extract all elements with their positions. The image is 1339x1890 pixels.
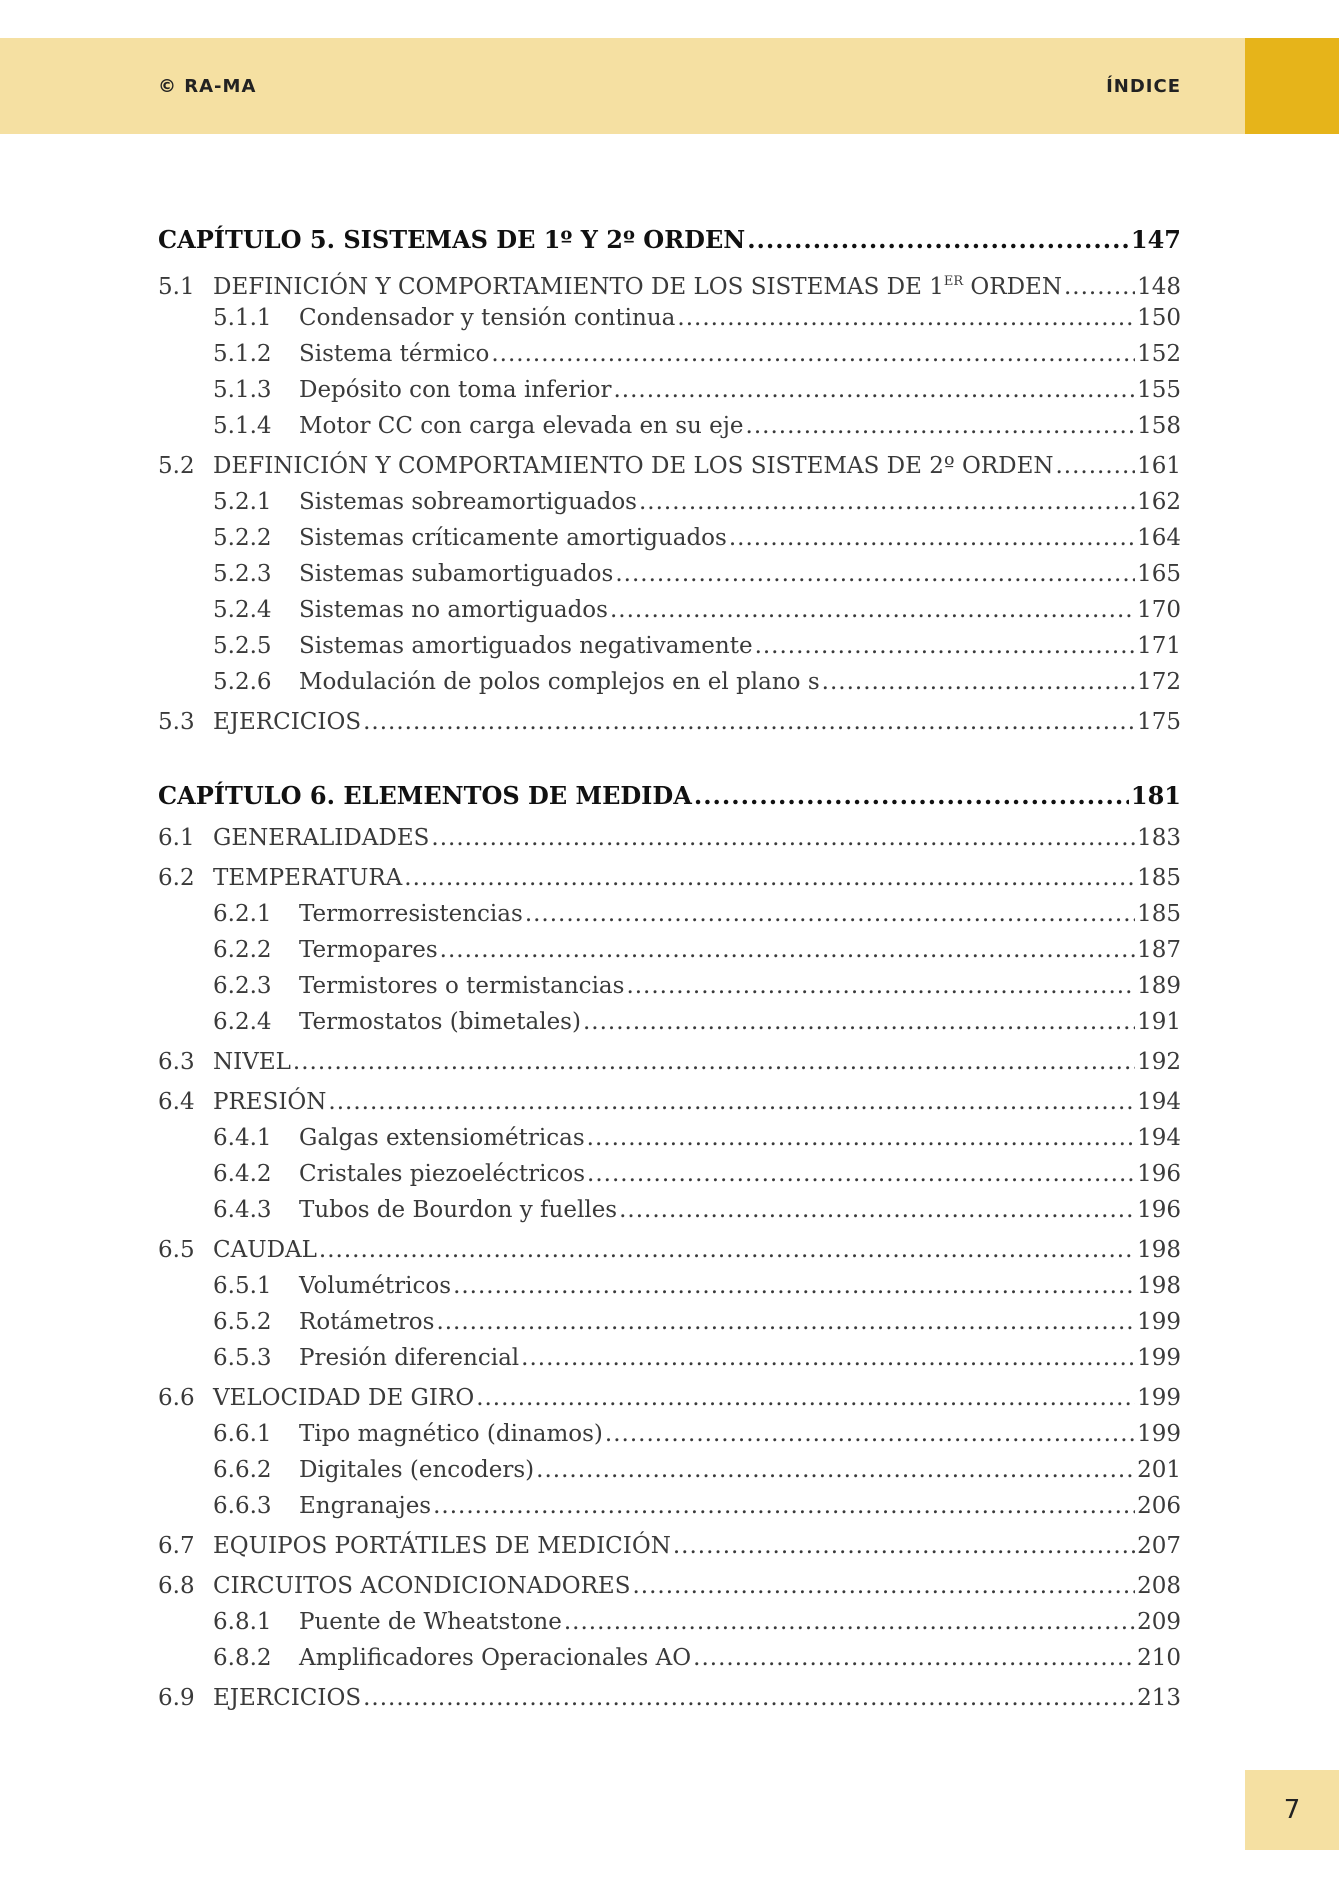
subsection-page: 210 — [1137, 1645, 1181, 1671]
toc-section-row[interactable] — [158, 820, 1181, 856]
subsection-title: Sistemas críticamente amortiguados — [299, 525, 727, 551]
subsection-title: Sistema térmico — [299, 341, 490, 367]
subsection-number: 6.5.3 — [213, 1345, 272, 1371]
dot-leader — [536, 1452, 1135, 1488]
toc-subsection-row[interactable] — [158, 664, 1181, 700]
dot-leader — [673, 1528, 1135, 1564]
section-page: 161 — [1137, 453, 1181, 479]
dot-leader — [632, 1568, 1135, 1604]
section-title-text: TEMPERATURA — [213, 865, 403, 891]
dot-leader — [610, 592, 1135, 628]
toc-subsection-row[interactable] — [158, 1120, 1181, 1156]
section-number: 6.4 — [158, 1089, 195, 1115]
subsection-number: 6.6.1 — [213, 1421, 272, 1447]
subsection-number: 5.1.2 — [213, 341, 272, 367]
toc-section-row[interactable] — [158, 1680, 1181, 1716]
dot-leader — [755, 628, 1136, 664]
chapter-title: CAPÍTULO 6. ELEMENTOS DE MEDIDA — [158, 781, 692, 810]
subsection-number: 6.6.2 — [213, 1457, 272, 1483]
chapter-page: 147 — [1130, 225, 1181, 254]
toc-subsection-row[interactable] — [158, 1604, 1181, 1640]
subsection-page: 164 — [1137, 525, 1181, 551]
dot-leader — [587, 1120, 1135, 1156]
section-title-text: DEFINICIÓN Y COMPORTAMIENTO DE LOS SISTEMAS DE 2º ORDEN — [213, 453, 1054, 479]
toc-subsection-row[interactable] — [158, 1004, 1181, 1040]
section-title-text: EJERCICIOS — [213, 1685, 362, 1711]
subsection-title: Tubos de Bourdon y fuelles — [299, 1197, 618, 1223]
subsection-page: 198 — [1137, 1273, 1181, 1299]
section-page: 207 — [1137, 1533, 1181, 1559]
subsection-page: 199 — [1137, 1345, 1181, 1371]
section-title-text: PRESIÓN — [213, 1089, 327, 1115]
section-page: 194 — [1137, 1089, 1181, 1115]
toc-section-row[interactable] — [158, 1044, 1181, 1080]
subsection-page: 172 — [1137, 669, 1181, 695]
subsection-title: Digitales (encoders) — [299, 1457, 535, 1483]
section-title-text: VELOCIDAD DE GIRO — [213, 1385, 475, 1411]
publisher-label: © RA-MA — [158, 76, 257, 97]
dot-leader — [639, 484, 1135, 520]
subsection-number: 6.5.1 — [213, 1273, 272, 1299]
section-number: 6.5 — [158, 1237, 195, 1263]
dot-leader — [626, 968, 1135, 1004]
subsection-title: Motor CC con carga elevada en su eje — [299, 413, 744, 439]
header-accent-tab — [1245, 38, 1339, 134]
section-page: 199 — [1137, 1385, 1181, 1411]
toc-section-row[interactable] — [158, 264, 1181, 300]
dot-leader — [729, 520, 1135, 556]
section-title-superscript: ER — [943, 274, 964, 289]
dot-leader — [433, 1488, 1135, 1524]
subsection-number: 6.8.1 — [213, 1609, 272, 1635]
section-title — [213, 1528, 671, 1564]
subsection-number: 5.2.1 — [213, 489, 272, 515]
toc-subsection-row[interactable] — [158, 1268, 1181, 1304]
subsection-page: 191 — [1137, 1009, 1181, 1035]
toc-section-row[interactable] — [158, 1232, 1181, 1268]
section-number: 6.6 — [158, 1385, 195, 1411]
section-title-text: DEFINICIÓN Y COMPORTAMIENTO DE LOS SISTEMAS DE 1 — [213, 274, 944, 300]
dot-leader — [694, 776, 1129, 816]
dot-leader — [431, 820, 1135, 856]
subsection-number: 6.6.3 — [213, 1493, 272, 1519]
section-title-text: EQUIPOS PORTÁTILES DE MEDICIÓN — [213, 1533, 671, 1559]
section-page: 148 — [1137, 274, 1181, 300]
toc-section-row[interactable] — [158, 1084, 1181, 1120]
dot-leader — [491, 336, 1135, 372]
subsection-number: 5.2.5 — [213, 633, 272, 659]
section-page: 208 — [1137, 1573, 1181, 1599]
section-number: 6.8 — [158, 1573, 195, 1599]
toc-subsection-row[interactable] — [158, 336, 1181, 372]
toc-subsection-row[interactable] — [158, 1304, 1181, 1340]
section-number: 5.2 — [158, 453, 195, 479]
subsection-page: 170 — [1137, 597, 1181, 623]
subsection-title: Sistemas subamortiguados — [299, 561, 614, 587]
subsection-page: 158 — [1137, 413, 1181, 439]
toc-subsection-row[interactable] — [158, 1156, 1181, 1192]
subsection-title: Amplificadores Operacionales AO — [299, 1645, 692, 1671]
subsection-number: 6.4.1 — [213, 1125, 272, 1151]
dot-leader — [525, 896, 1135, 932]
subsection-page: 199 — [1137, 1421, 1181, 1447]
subsection-page: 196 — [1137, 1161, 1181, 1187]
section-title — [213, 1680, 361, 1716]
subsection-number: 5.2.4 — [213, 597, 272, 623]
section-title-text: CAUDAL — [213, 1237, 317, 1263]
toc-subsection-row[interactable] — [158, 1340, 1181, 1376]
toc-subsection-row[interactable] — [158, 628, 1181, 664]
subsection-page: 152 — [1137, 341, 1181, 367]
toc-section-row[interactable] — [158, 860, 1181, 896]
subsection-number: 6.4.2 — [213, 1161, 272, 1187]
toc-subsection-row[interactable] — [158, 484, 1181, 520]
section-title — [213, 1568, 630, 1604]
subsection-number: 6.2.2 — [213, 937, 272, 963]
subsection-title: Presión diferencial — [299, 1345, 520, 1371]
section-number: 6.2 — [158, 865, 195, 891]
dot-leader — [476, 1380, 1135, 1416]
subsection-title: Tipo magnético (dinamos) — [299, 1421, 603, 1447]
subsection-page: 162 — [1137, 489, 1181, 515]
subsection-title: Engranajes — [299, 1493, 432, 1519]
section-title — [213, 1084, 326, 1120]
subsection-number: 6.8.2 — [213, 1645, 272, 1671]
dot-leader — [293, 1044, 1135, 1080]
subsection-page: 194 — [1137, 1125, 1181, 1151]
section-label: ÍNDICE — [1106, 76, 1181, 97]
section-title-suffix: ORDEN — [963, 274, 1062, 300]
subsection-title: Puente de Wheatstone — [299, 1609, 562, 1635]
section-page: 192 — [1137, 1049, 1181, 1075]
toc-subsection-row[interactable] — [158, 372, 1181, 408]
dot-leader — [615, 556, 1135, 592]
dot-leader — [363, 704, 1135, 740]
toc-subsection-row[interactable] — [158, 1640, 1181, 1676]
subsection-page: 155 — [1137, 377, 1181, 403]
section-title — [213, 1232, 317, 1268]
section-number: 6.9 — [158, 1685, 195, 1711]
subsection-number: 5.1.3 — [213, 377, 272, 403]
subsection-title: Termistores o termistancias — [299, 973, 625, 999]
toc-section-row[interactable] — [158, 1528, 1181, 1564]
toc-subsection-row[interactable] — [158, 300, 1181, 336]
subsection-page: 189 — [1137, 973, 1181, 999]
subsection-number: 5.2.3 — [213, 561, 272, 587]
dot-leader — [319, 1232, 1135, 1268]
subsection-title: Modulación de polos complejos en el plano s — [299, 669, 820, 695]
dot-leader — [613, 372, 1135, 408]
subsection-number: 6.2.1 — [213, 901, 272, 927]
subsection-number: 6.2.3 — [213, 973, 272, 999]
subsection-number: 6.4.3 — [213, 1197, 272, 1223]
section-title-text: CIRCUITOS ACONDICIONADORES — [213, 1573, 631, 1599]
subsection-number: 5.2.2 — [213, 525, 272, 551]
dot-leader — [404, 860, 1135, 896]
dot-leader — [521, 1340, 1135, 1376]
section-number: 5.1 — [158, 274, 195, 300]
toc-subsection-row[interactable] — [158, 1488, 1181, 1524]
dot-leader — [328, 1084, 1135, 1120]
dot-leader — [436, 1304, 1135, 1340]
section-title-text: EJERCICIOS — [213, 709, 362, 735]
toc-subsection-row[interactable] — [158, 932, 1181, 968]
section-number: 5.3 — [158, 709, 195, 735]
section-number: 6.1 — [158, 825, 195, 851]
dot-leader — [693, 1640, 1135, 1676]
subsection-title: Termostatos (bimetales) — [299, 1009, 581, 1035]
toc-section-row[interactable] — [158, 1380, 1181, 1416]
subsection-number: 6.2.4 — [213, 1009, 272, 1035]
subsection-title: Termopares — [299, 937, 438, 963]
subsection-number: 5.1.4 — [213, 413, 272, 439]
toc-section-row[interactable] — [158, 1568, 1181, 1604]
subsection-page: 196 — [1137, 1197, 1181, 1223]
toc-subsection-row[interactable] — [158, 520, 1181, 556]
dot-leader — [619, 1192, 1135, 1228]
section-number: 6.3 — [158, 1049, 195, 1075]
section-title — [213, 1044, 291, 1080]
section-title — [213, 860, 402, 896]
dot-leader — [1055, 448, 1135, 484]
section-title-text: GENERALIDADES — [213, 825, 430, 851]
dot-leader — [605, 1416, 1135, 1452]
subsection-page: 187 — [1137, 937, 1181, 963]
dot-leader — [440, 932, 1135, 968]
section-title — [213, 820, 429, 856]
subsection-number: 5.1.1 — [213, 305, 272, 331]
subsection-page: 201 — [1137, 1457, 1181, 1483]
toc-subsection-row[interactable] — [158, 556, 1181, 592]
section-page: 183 — [1137, 825, 1181, 851]
section-title — [213, 264, 1062, 305]
toc-subsection-row[interactable] — [158, 592, 1181, 628]
toc-subsection-row[interactable] — [158, 1452, 1181, 1488]
subsection-page: 165 — [1137, 561, 1181, 587]
subsection-page: 209 — [1137, 1609, 1181, 1635]
subsection-title: Volumétricos — [299, 1273, 452, 1299]
subsection-title: Depósito con toma inferior — [299, 377, 612, 403]
section-page: 175 — [1137, 709, 1181, 735]
subsection-title: Condensador y tensión continua — [299, 305, 676, 331]
subsection-title: Sistemas no amortiguados — [299, 597, 608, 623]
subsection-page: 185 — [1137, 901, 1181, 927]
section-title — [213, 448, 1053, 484]
toc-subsection-row[interactable] — [158, 968, 1181, 1004]
toc-subsection-row[interactable] — [158, 1192, 1181, 1228]
section-title — [213, 1380, 474, 1416]
toc-chapter-row[interactable] — [158, 220, 1181, 260]
toc-subsection-row[interactable] — [158, 896, 1181, 932]
section-page: 185 — [1137, 865, 1181, 891]
subsection-title: Cristales piezoeléctricos — [299, 1161, 586, 1187]
dot-leader — [564, 1604, 1135, 1640]
subsection-page: 206 — [1137, 1493, 1181, 1519]
section-title — [213, 704, 361, 740]
subsection-title: Rotámetros — [299, 1309, 435, 1335]
subsection-title: Sistemas sobreamortiguados — [299, 489, 637, 515]
subsection-number: 6.5.2 — [213, 1309, 272, 1335]
toc-subsection-row[interactable] — [158, 1416, 1181, 1452]
chapter-title: CAPÍTULO 5. SISTEMAS DE 1º Y 2º ORDEN — [158, 225, 746, 254]
chapter-page: 181 — [1130, 781, 1181, 810]
subsection-page: 171 — [1137, 633, 1181, 659]
dot-leader — [746, 408, 1136, 444]
dot-leader — [453, 1268, 1135, 1304]
dot-leader — [587, 1156, 1135, 1192]
dot-leader — [677, 300, 1135, 336]
section-page: 213 — [1137, 1685, 1181, 1711]
toc-chapter-row[interactable] — [158, 776, 1181, 816]
subsection-title: Termorresistencias — [299, 901, 523, 927]
subsection-page: 150 — [1137, 305, 1181, 331]
dot-leader — [747, 220, 1129, 260]
section-number: 6.7 — [158, 1533, 195, 1559]
subsection-title: Galgas extensiométricas — [299, 1125, 585, 1151]
toc-subsection-row[interactable] — [158, 408, 1181, 444]
dot-leader — [363, 1680, 1135, 1716]
subsection-number: 5.2.6 — [213, 669, 272, 695]
table-of-contents — [158, 220, 1181, 1716]
toc-section-row[interactable] — [158, 448, 1181, 484]
dot-leader — [583, 1004, 1135, 1040]
dot-leader — [822, 664, 1135, 700]
page-number: 7 — [1283, 1795, 1301, 1825]
section-title-text: NIVEL — [213, 1049, 291, 1075]
toc-section-row[interactable] — [158, 704, 1181, 740]
subsection-title: Sistemas amortiguados negativamente — [299, 633, 753, 659]
subsection-page: 199 — [1137, 1309, 1181, 1335]
section-page: 198 — [1137, 1237, 1181, 1263]
